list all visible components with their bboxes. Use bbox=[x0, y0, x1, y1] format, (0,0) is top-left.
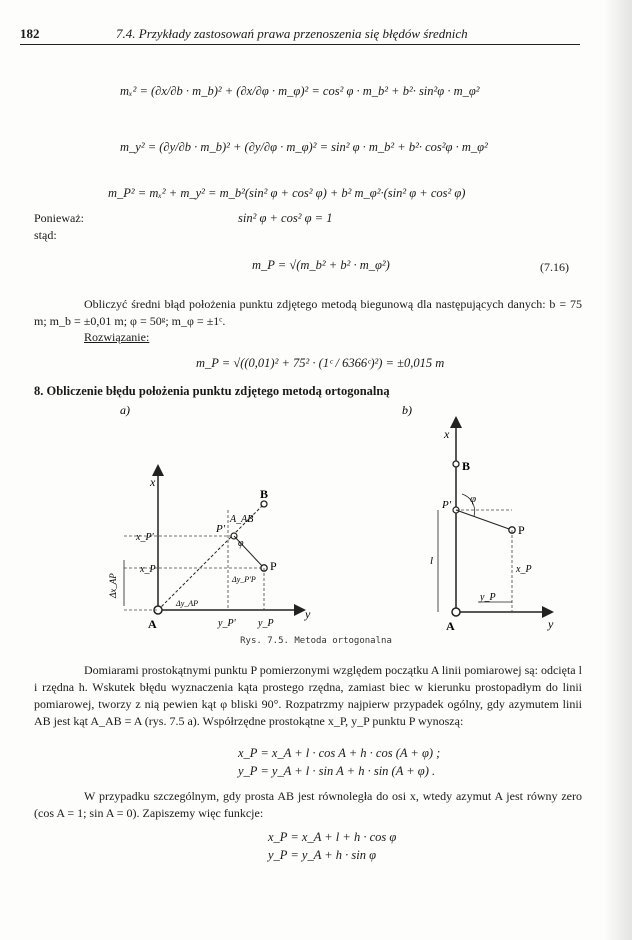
figure-panel-a bbox=[108, 403, 311, 631]
page-number: 182 bbox=[20, 26, 40, 41]
label-stad: stąd: bbox=[34, 228, 57, 242]
point-B-label-b: B bbox=[462, 459, 471, 473]
label-delta-x-AP: Δx_AP bbox=[108, 573, 118, 598]
equation-identity: sin² φ + cos² φ = 1 bbox=[238, 211, 333, 225]
label-xP-a: x_P bbox=[140, 564, 156, 575]
label-phi-a: φ bbox=[238, 538, 244, 549]
label-xP-prime-a: x_P' bbox=[136, 532, 154, 543]
running-header bbox=[20, 24, 580, 45]
label-delta-y-PprimeP: Δy_P'P bbox=[232, 575, 256, 584]
label-delta-y-AP: Δy_AP bbox=[176, 599, 199, 608]
panel-b-label: b) bbox=[402, 403, 412, 417]
axis-x-label-a: x bbox=[150, 475, 156, 489]
point-P-label-a: P bbox=[270, 559, 277, 573]
label-l-b: l bbox=[430, 555, 434, 567]
equation-mx: mₓ² = (∂x/∂b · m_b)² + (∂x/∂φ · m_φ)² = cos² φ · m_b² + b²· sin²φ · m_φ² bbox=[120, 84, 480, 98]
equation-xP-special: x_P = x_A + l + h · cos φ bbox=[268, 830, 397, 844]
equation-mp-numeric: m_P = √((0,01)² + 75² · (1ᶜ / 6366ᶜ)²) = ±0,015 m bbox=[196, 356, 445, 370]
equation-xP-general: x_P = x_A + l · cos A + h · cos (A + φ) ; bbox=[238, 746, 441, 760]
label-poniewaz: Ponieważ: bbox=[34, 211, 84, 225]
axis-x-label-b: x bbox=[444, 427, 450, 441]
point-P-label-b: P bbox=[518, 523, 525, 537]
label-rozwiazanie: Rozwiązanie: bbox=[84, 330, 150, 344]
equation-mp-formula: m_P = √(m_b² + b² · m_φ²) bbox=[252, 258, 390, 272]
label-azimuth-AB: A_AB bbox=[230, 514, 254, 525]
point-B-a bbox=[261, 501, 267, 507]
panel-a-label: a) bbox=[120, 403, 130, 417]
label-xP-b: x_P bbox=[516, 564, 532, 575]
section-title: 8. Obliczenie błędu położenia punktu zdjętego metodą ortogonalną bbox=[34, 384, 390, 398]
equation-yP-general: y_P = y_A + l · sin A + h · sin (A + φ) . bbox=[238, 764, 436, 778]
label-yP-b: y_P bbox=[480, 592, 496, 603]
figure-orthogonal-method bbox=[0, 400, 632, 640]
point-P-prime-label-a: P' bbox=[216, 523, 226, 535]
figure-caption: Rys. 7.5. Metoda ortogonalna bbox=[240, 636, 392, 646]
equation-number: (7.16) bbox=[540, 260, 569, 274]
label-rozwiazanie-wrap bbox=[84, 330, 149, 345]
equation-yP-special: y_P = y_A + h · sin φ bbox=[268, 848, 377, 862]
figure-panel-b bbox=[402, 403, 554, 633]
equation-mp-sum: m_P² = mₓ² + m_y² = m_b²(sin² φ + cos² φ) + b² m_φ²·(sin² φ + cos² φ) bbox=[108, 186, 466, 200]
label-yP-a: y_P bbox=[258, 618, 274, 629]
label-yP-prime-a: y_P' bbox=[218, 618, 236, 629]
point-A-label-a: A bbox=[148, 617, 157, 631]
point-A-label-b: A bbox=[446, 619, 455, 633]
paragraph-example: Obliczyć średni błąd położenia punktu zdjętego metodą biegunową dla następujących danych: b = 75 m; m_b = ±0,01 m; φ = 50ᵍ; m_φ = ±1ᶜ. bbox=[34, 297, 582, 328]
point-P-prime-label-b: P' bbox=[442, 499, 452, 511]
paragraph-method-description: Domiarami prostokątnymi punktu P pomierzonymi względem początku A linii pomiarowej są: odcięta l i rzędna h. Wskutek błędu wyznaczenia kąta prostego rzędna, zamiast biec w kierunku prostopadłym do linii pomiarowej, tworzy z nią pewien kąt φ bliski 90°. Rozpatrzmy najpierw przypadek ogólny, gdy azymutem linii AB jest kąt A_AB = A (rys. 7.5 a). Współrzędne prostokątne x_P, y_P punktu P wynoszą: bbox=[34, 663, 582, 728]
point-B-label-a: B bbox=[260, 487, 269, 501]
paragraph-special-case: W przypadku szczególnym, gdy prosta AB jest równoległa do osi x, wtedy azymut A jest równy zero (cos A = 1; sin A = 0). Zapiszemy więc funkcje: bbox=[34, 789, 582, 820]
label-phi-b: φ bbox=[470, 493, 477, 505]
point-B-b bbox=[453, 461, 459, 467]
running-title: 7.4. Przykłady zastosowań prawa przenoszenia się błędów średnich bbox=[116, 26, 468, 41]
axis-y-label-a: y bbox=[305, 607, 311, 621]
point-A-b bbox=[452, 608, 460, 616]
equation-my: m_y² = (∂y/∂b · m_b)² + (∂y/∂φ · m_φ)² = sin² φ · m_b² + b²· cos²φ · m_φ² bbox=[120, 140, 488, 154]
axis-y-label-b: y bbox=[548, 617, 554, 631]
